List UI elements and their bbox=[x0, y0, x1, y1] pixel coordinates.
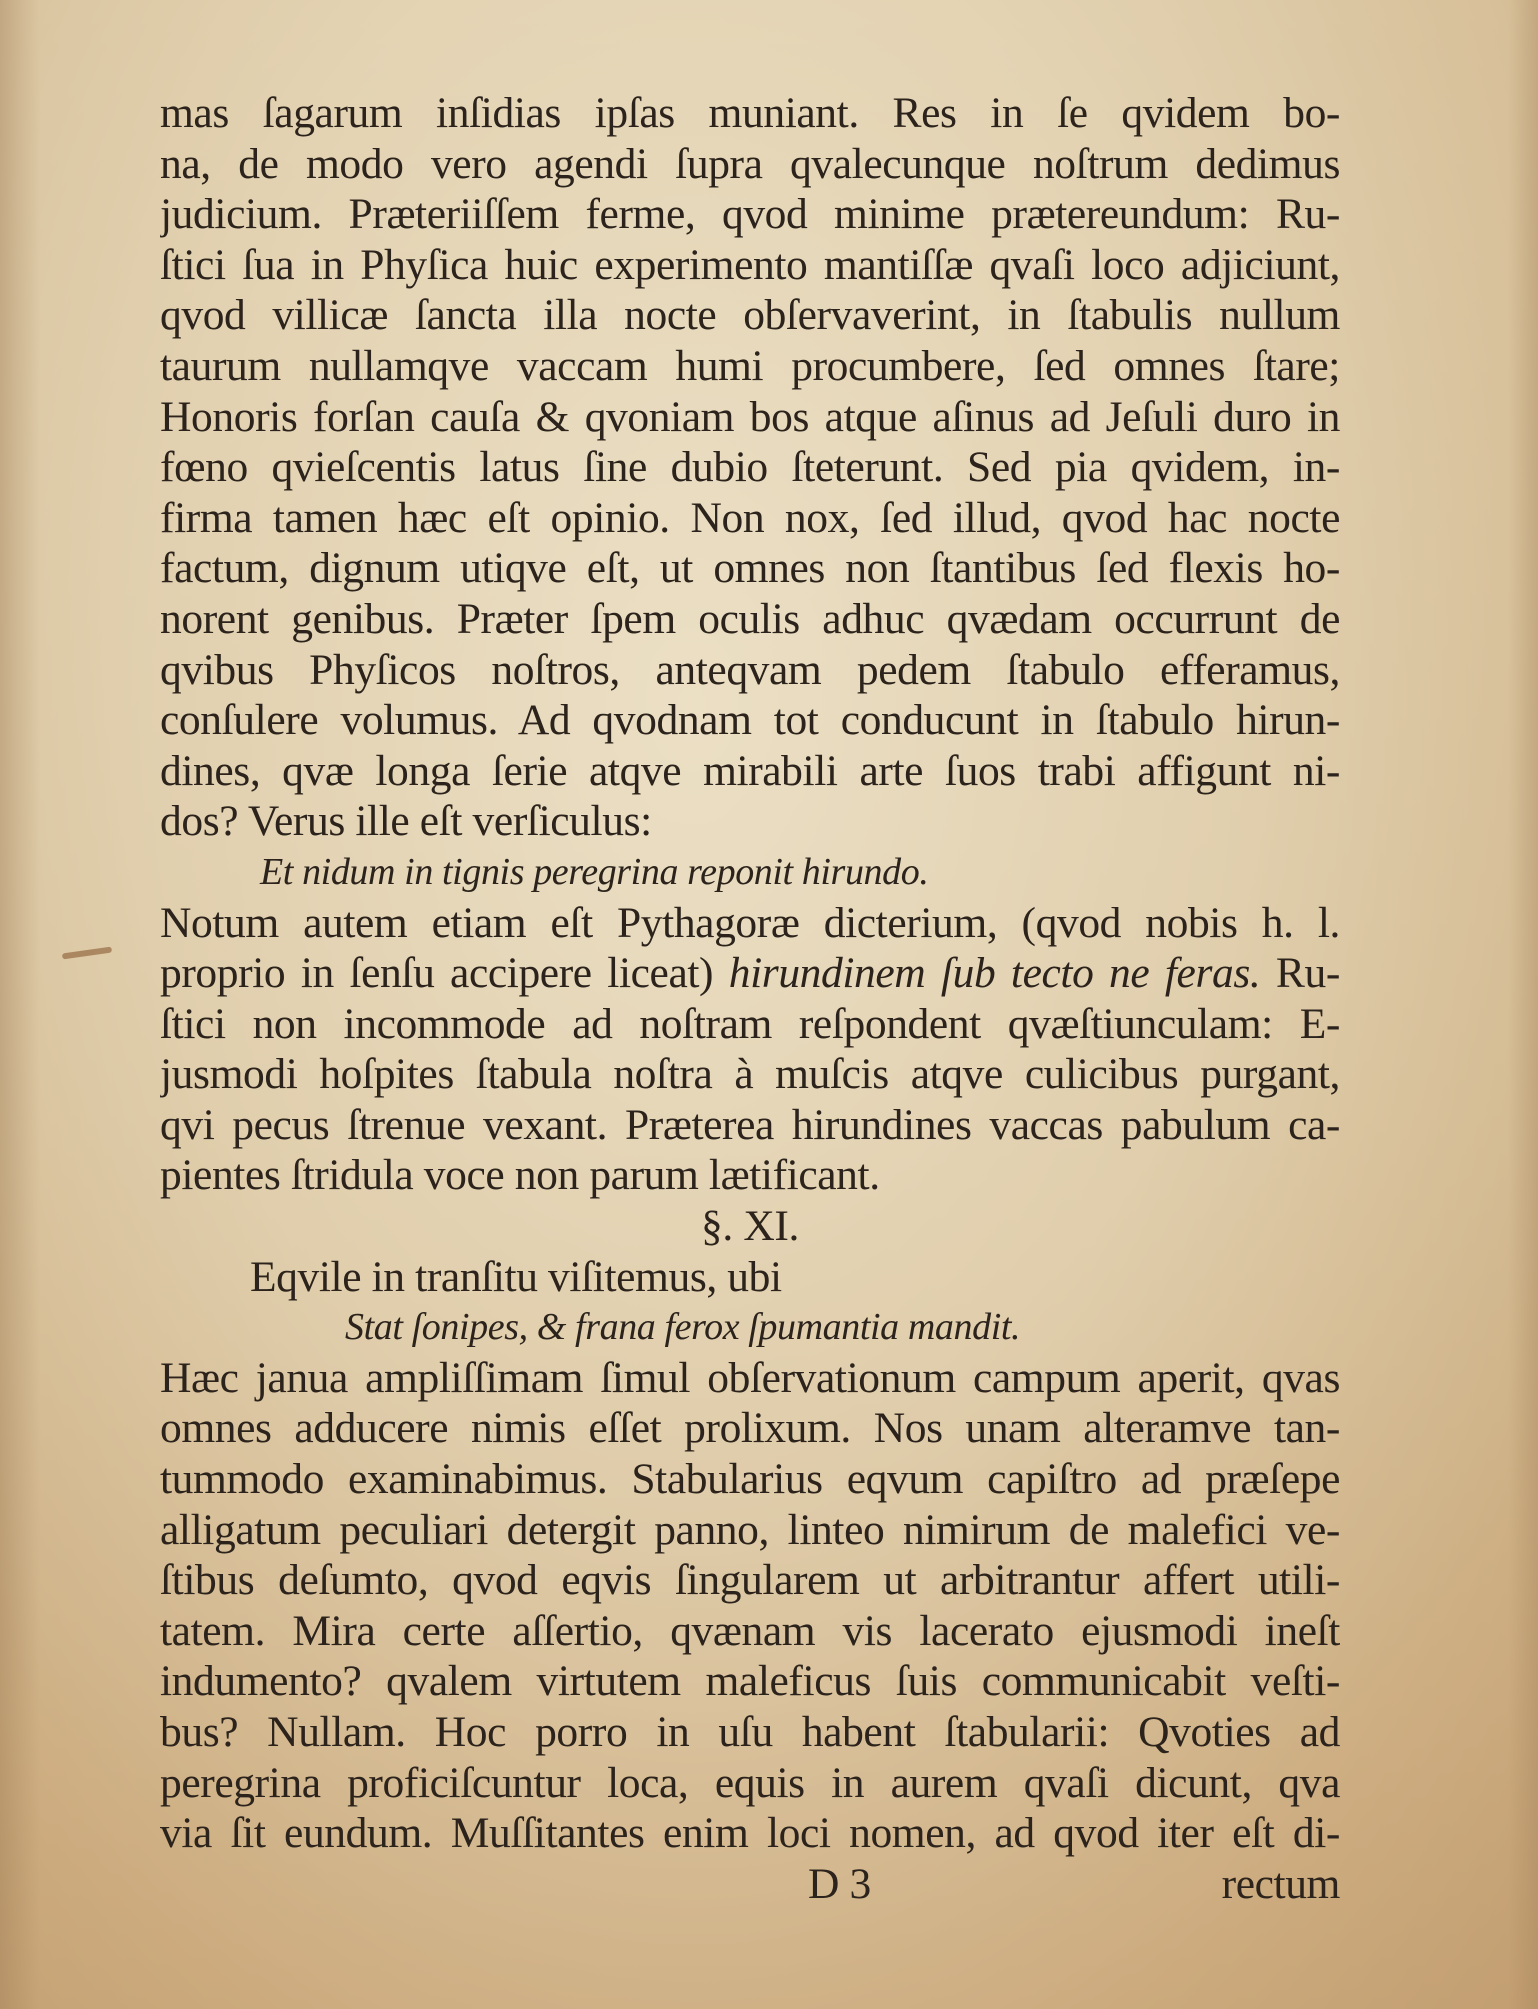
text-span: Ru- bbox=[1275, 949, 1340, 998]
text-line: firma tamen hæc eſt opinio. Non nox, ſed illud, qvod hac nocte bbox=[160, 493, 1340, 542]
text-line: dos? Verus ille eſt verſiculus: bbox=[160, 797, 652, 846]
text-line: taurum nullamqve vaccam humi procumbere, ſed omnes ſtare; bbox=[160, 341, 1340, 390]
text-line: na, de modo vero agendi ſupra qvalecunque noſtrum dedimus bbox=[160, 139, 1340, 188]
text-line: indumento? qvalem virtutem maleficus ſuis communicabit veſti- bbox=[160, 1657, 1340, 1706]
section-heading: §. XI. bbox=[701, 1202, 799, 1251]
text-line: dines, qvæ longa ſerie atqve mirabili arte ſuos trabi affigunt ni- bbox=[160, 746, 1340, 795]
text-line: bus? Nullam. Hoc porro in uſu habent ſtabularii: Qvoties ad bbox=[160, 1708, 1340, 1756]
text-line: norent genibus. Præter ſpem oculis adhuc qvædam occurrunt de bbox=[160, 594, 1340, 643]
text-line: alligatum peculiari detergit panno, linteo nimirum de malefici ve- bbox=[160, 1505, 1340, 1554]
text-line: Hæc janua ampliſſimam ſimul obſervationum campum aperit, qvas bbox=[160, 1353, 1340, 1402]
text-line: conſulere volumus. Ad qvodnam tot conducunt in ſtabulo hirun- bbox=[160, 696, 1340, 745]
verse-quote: Stat ſonipes, & frana ferox ſpumantia mandit. bbox=[345, 1306, 1021, 1349]
signature-mark: D 3 bbox=[808, 1859, 871, 1908]
text-line: qvi pecus ſtrenue vexant. Præterea hirundines vaccas pabulum ca- bbox=[160, 1100, 1340, 1149]
italic-quote: hirundinem ſub tecto ne feras. bbox=[728, 949, 1261, 998]
text-span: proprio in ſenſu accipere liceat) bbox=[160, 949, 714, 998]
text-line: pientes ſtridula voce non parum lætificant. bbox=[160, 1151, 880, 1200]
text-line: judicium. Præteriiſſem ferme, qvod minime prætereundum: Ru- bbox=[160, 190, 1340, 239]
text-line: tummodo examinabimus. Stabularius eqvum capiſtro ad præſepe bbox=[160, 1455, 1340, 1504]
text-line: Honoris forſan cauſa & qvoniam bos atque aſinus ad Jeſuli duro in bbox=[160, 392, 1340, 441]
text-line: qvibus Phyſicos noſtros, anteqvam pedem ſtabulo efferamus, bbox=[160, 645, 1340, 694]
text-line: ſtici ſua in Phyſica huic experimento mantiſſæ qvaſi loco adjiciunt, bbox=[160, 240, 1340, 289]
text-line: ſtici non incommode ad noſtram reſpondent qvæſtiunculam: E- bbox=[160, 999, 1340, 1048]
catchword: rectum bbox=[1221, 1859, 1340, 1908]
text-line: qvod villicæ ſancta illa nocte obſervaverint, in ſtabulis nullum bbox=[160, 291, 1340, 340]
text-line: fœno qvieſcentis latus ſine dubio ſteterunt. Sed pia qvidem, in- bbox=[160, 443, 1340, 492]
verse-quote: Et nidum in tignis peregrina reponit hirundo. bbox=[260, 850, 929, 893]
text-line: tatem. Mira certe aſſertio, qvænam vis lacerato ejusmodi ineſt bbox=[160, 1606, 1340, 1655]
section-intro: Eqvile in tranſitu viſitemus, ubi bbox=[250, 1252, 782, 1301]
text-line: via ſit eundum. Muſſitantes enim loci nomen, ad qvod iter eſt di- bbox=[160, 1809, 1340, 1858]
page-footer bbox=[160, 1859, 1340, 1910]
ink-stain bbox=[62, 947, 112, 960]
text-line: factum, dignum utiqve eſt, ut omnes non ſtantibus ſed flexis ho- bbox=[160, 544, 1340, 593]
text-line: mas ſagarum inſidias ipſas muniant. Res in ſe qvidem bo- bbox=[160, 89, 1340, 137]
text-line: ſtibus deſumto, qvod eqvis ſingularem ut arbitrantur affert utili- bbox=[160, 1556, 1340, 1605]
text-line: jusmodi hoſpites ſtabula noſtra à muſcis atqve culicibus purgant, bbox=[160, 1050, 1340, 1099]
text-line: Notum autem etiam eſt Pythagoræ dicterium, (qvod nobis h. l. bbox=[160, 898, 1340, 947]
text-line: omnes adducere nimis eſſet prolixum. Nos unam alteramve tan- bbox=[160, 1404, 1340, 1453]
text-line: peregrina proficiſcuntur loca, equis in aurem qvaſi dicunt, qva bbox=[160, 1758, 1340, 1807]
text-line-mixed bbox=[160, 948, 1340, 999]
page-text bbox=[160, 88, 1340, 1909]
